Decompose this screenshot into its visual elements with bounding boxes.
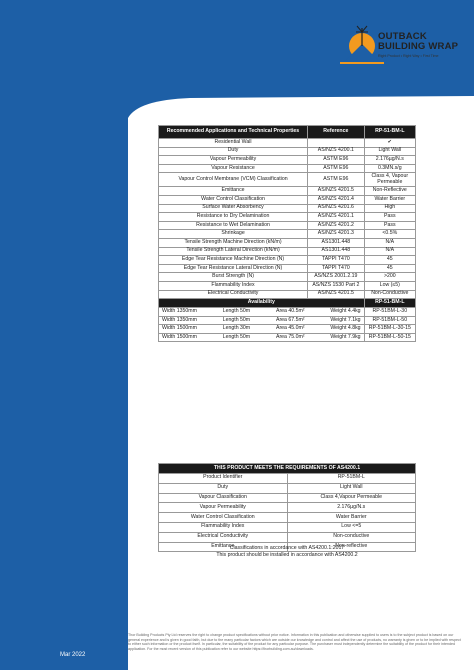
spec-reference-cell: AS1301.448: [308, 247, 365, 256]
spec-value-cell: 45: [364, 256, 415, 265]
spec-value-cell: 2.176µg/N.s: [364, 156, 415, 165]
requirement-label-cell: Flammability Index: [159, 522, 288, 532]
availability-weight: Weight 4.8kg: [330, 325, 361, 332]
requirement-value-cell: RP-51BM-L: [287, 474, 416, 484]
requirement-row: [159, 532, 416, 542]
spec-value-cell: >200: [364, 273, 415, 282]
requirement-value-cell: Light Wall: [287, 483, 416, 493]
spec-table: [158, 125, 416, 342]
spec-property-cell: Resistance to Wet Delamination: [159, 221, 308, 230]
spec-reference-cell: TAPPI T470: [308, 256, 365, 265]
spec-property-cell: Edge Tear Resistance Lateral Direction (N): [159, 264, 308, 273]
availability-details-cell: [159, 308, 365, 317]
availability-row: [159, 325, 416, 334]
spec-value-cell: Light Wall: [364, 147, 415, 156]
spec-value-cell: N/A: [364, 247, 415, 256]
spec-reference-cell: ASTM E96: [308, 164, 365, 173]
availability-weight: Weight 4.4kg: [330, 307, 361, 314]
spec-value-cell: Water Barrier: [364, 195, 415, 204]
spec-property-cell: Surface Water Absorbency: [159, 204, 308, 213]
spec-reference-cell: AS/NZS 4201.1: [308, 213, 365, 222]
spec-header-property: Recommended Applications and Technical Properties: [159, 126, 308, 139]
availability-weight: Weight 7.9kg: [330, 333, 361, 340]
spec-value-cell: Pass: [364, 213, 415, 222]
spec-property-cell: Tensile Strength Lateral Direction (kN/m): [159, 247, 308, 256]
spec-row: [159, 139, 416, 148]
spec-value-cell: ✔: [364, 139, 415, 148]
spec-row: [159, 247, 416, 256]
requirement-label-cell: Vapour Permeability: [159, 503, 288, 513]
requirements-header: THIS PRODUCT MEETS THE REQUIREMENTS OF AS4200.1: [159, 464, 416, 474]
availability-width: Width 1350mm: [162, 316, 197, 323]
spec-property-cell: Vapour Control Membrane (VCM) Classification: [159, 173, 308, 187]
logo-line2: BUILDING WRAP: [378, 41, 459, 52]
availability-length: Length 50m: [222, 333, 251, 340]
spec-header-product: RP-51-BM-L: [364, 126, 415, 139]
availability-details-cell: [159, 325, 365, 334]
requirement-value-cell: 2.176µg/N.s: [287, 503, 416, 513]
spec-value-cell: 45: [364, 264, 415, 273]
requirement-label-cell: Vapour Classification: [159, 493, 288, 503]
availability-row: [159, 308, 416, 317]
availability-header: Availability: [159, 299, 365, 308]
spec-row: [159, 204, 416, 213]
requirement-row: [159, 493, 416, 503]
requirement-value-cell: Class 4,Vapour Permeable: [287, 493, 416, 503]
spec-property-cell: Burst Strength (N): [159, 273, 308, 282]
spec-table-body: [159, 139, 416, 299]
spec-row: [159, 230, 416, 239]
spec-reference-cell: AS/NZS 4201.5: [308, 290, 365, 299]
spec-row: [159, 213, 416, 222]
spec-property-cell: Duty: [159, 147, 308, 156]
availability-row: [159, 333, 416, 342]
spec-row: [159, 281, 416, 290]
requirement-label-cell: Product Identifier: [159, 474, 288, 484]
logo-tagline: Right Product • Right Way • First Time: [378, 54, 439, 58]
spec-row: [159, 173, 416, 187]
requirement-value-cell: Non-conductive: [287, 532, 416, 542]
requirement-value-cell: Non-reflective: [287, 542, 416, 552]
spec-row: [159, 290, 416, 299]
spec-row: [159, 256, 416, 265]
spec-row: [159, 195, 416, 204]
spec-reference-cell: AS/NZS 2001.2.19: [308, 273, 365, 282]
availability-area: Area 67.5m²: [275, 316, 305, 323]
requirement-row: [159, 522, 416, 532]
availability-area: Area 45.0m²: [275, 325, 305, 332]
spec-reference-cell: [308, 139, 365, 148]
availability-header-product: RP-51-BM-L: [364, 299, 415, 308]
spec-row: [159, 164, 416, 173]
spec-value-cell: N/A: [364, 238, 415, 247]
requirement-row: [159, 474, 416, 484]
availability-length: Length 50m: [222, 307, 251, 314]
classification-note-2: This product should be installed in accordance with AS4200.2: [216, 552, 358, 558]
spec-reference-cell: AS1301.448: [308, 238, 365, 247]
availability-code-cell: RP-51BM-L-50: [364, 316, 415, 325]
spec-property-cell: Resistance to Dry Delamination: [159, 213, 308, 222]
spec-property-cell: Shrinkage: [159, 230, 308, 239]
spec-row: [159, 147, 416, 156]
availability-width: Width 1350mm: [162, 307, 197, 314]
spec-property-cell: Flammability Index: [159, 281, 308, 290]
availability-code-cell: RP-51BM-L-30-15: [364, 325, 415, 334]
requirement-value-cell: Low <=5: [287, 522, 416, 532]
availability-details-cell: [159, 333, 365, 342]
requirement-label-cell: Emittance: [159, 542, 288, 552]
spec-property-cell: Vapour Resistance: [159, 164, 308, 173]
spec-value-cell: <0.5%: [364, 230, 415, 239]
spec-reference-cell: AS/NZS 4201.3: [308, 230, 365, 239]
availability-area: Area 75.0m²: [275, 333, 305, 340]
requirements-table: [158, 463, 416, 552]
spec-property-cell: Vapour Permeability: [159, 156, 308, 165]
spec-row: [159, 273, 416, 282]
requirement-row: [159, 513, 416, 523]
spec-row: [159, 238, 416, 247]
spec-header-reference: Reference: [308, 126, 365, 139]
spec-reference-cell: AS/NZS 4201.4: [308, 195, 365, 204]
spec-reference-cell: TAPPI T470: [308, 264, 365, 273]
spec-value-cell: 0.3MN.s/g: [364, 164, 415, 173]
spec-value-cell: High: [364, 204, 415, 213]
availability-code-cell: RP-51BM-L-50-15: [364, 333, 415, 342]
requirement-row: [159, 483, 416, 493]
spec-reference-cell: AS/NZS 4200.1: [308, 147, 365, 156]
footer-disclaimer: Thor Building Products Pty Ltd reserves the right to change product specifications without prior notice. Information in this publication and otherwise supplied to users is to the subject product is based on our general experience and is given in good faith, but due to the many particular factors which are outside our knowledge and control and affect the use of products, no warranty is given or to be implied with respect to either such information or the product itself. In particular, the suitability of the product for any particular purpose. The purchaser must independently determine the suitability of the product for their intended application. For the most recent version of this publication refer to our website https://thorbuilding.com.au/downloads.: [128, 633, 461, 652]
classification-note-1: Classifications in accordance with AS4200.1:2017: [229, 545, 345, 551]
logo-line1: OUTBACK: [378, 31, 427, 42]
spec-property-cell: Residential Wall: [159, 139, 308, 148]
availability-section: [159, 299, 416, 342]
requirements-table-body: [159, 474, 416, 552]
spec-row: [159, 264, 416, 273]
spec-reference-cell: ASTM E96: [308, 156, 365, 165]
spec-reference-cell: ASTM E96: [308, 173, 365, 187]
spec-reference-cell: AS/NZS 1530 Part 2: [308, 281, 365, 290]
requirement-value-cell: Water Barrier: [287, 513, 416, 523]
requirement-label-cell: Water Control Classification: [159, 513, 288, 523]
spec-property-cell: Emittance: [159, 187, 308, 196]
spec-value-cell: Low (≤5): [364, 281, 415, 290]
requirement-label-cell: Electrical Conductivity: [159, 532, 288, 542]
requirement-label-cell: Duty: [159, 483, 288, 493]
publication-date: Mar 2022: [60, 652, 86, 658]
spec-reference-cell: AS/NZS 4201.2: [308, 221, 365, 230]
spec-value-cell: Class 4, Vapour Permeable: [364, 173, 415, 187]
spec-row: [159, 221, 416, 230]
availability-length: Length 30m: [222, 325, 251, 332]
availability-area: Area 40.5m²: [275, 307, 305, 314]
spec-value-cell: Non-Reflective: [364, 187, 415, 196]
spec-property-cell: Tensile Strength Machine Direction (kN/m): [159, 238, 308, 247]
availability-width: Width 1500mm: [162, 333, 197, 340]
requirement-row: [159, 503, 416, 513]
spec-property-cell: Electrical Conductivity: [159, 290, 308, 299]
availability-details-cell: [159, 316, 365, 325]
spec-row: [159, 156, 416, 165]
availability-code-cell: RP-51BM-L-30: [364, 308, 415, 317]
availability-weight: Weight 7.1kg: [330, 316, 361, 323]
availability-length: Length 50m: [222, 316, 251, 323]
availability-width: Width 1500mm: [162, 325, 197, 332]
spec-property-cell: Water Control Classification: [159, 195, 308, 204]
spec-value-cell: Non-Conductive: [364, 290, 415, 299]
availability-row: [159, 316, 416, 325]
spec-reference-cell: AS/NZS 4201.5: [308, 187, 365, 196]
spec-row: [159, 187, 416, 196]
spec-property-cell: Edge Tear Resistance Machine Direction (N): [159, 256, 308, 265]
spec-reference-cell: AS/NZS 4201.6: [308, 204, 365, 213]
spec-value-cell: Pass: [364, 221, 415, 230]
